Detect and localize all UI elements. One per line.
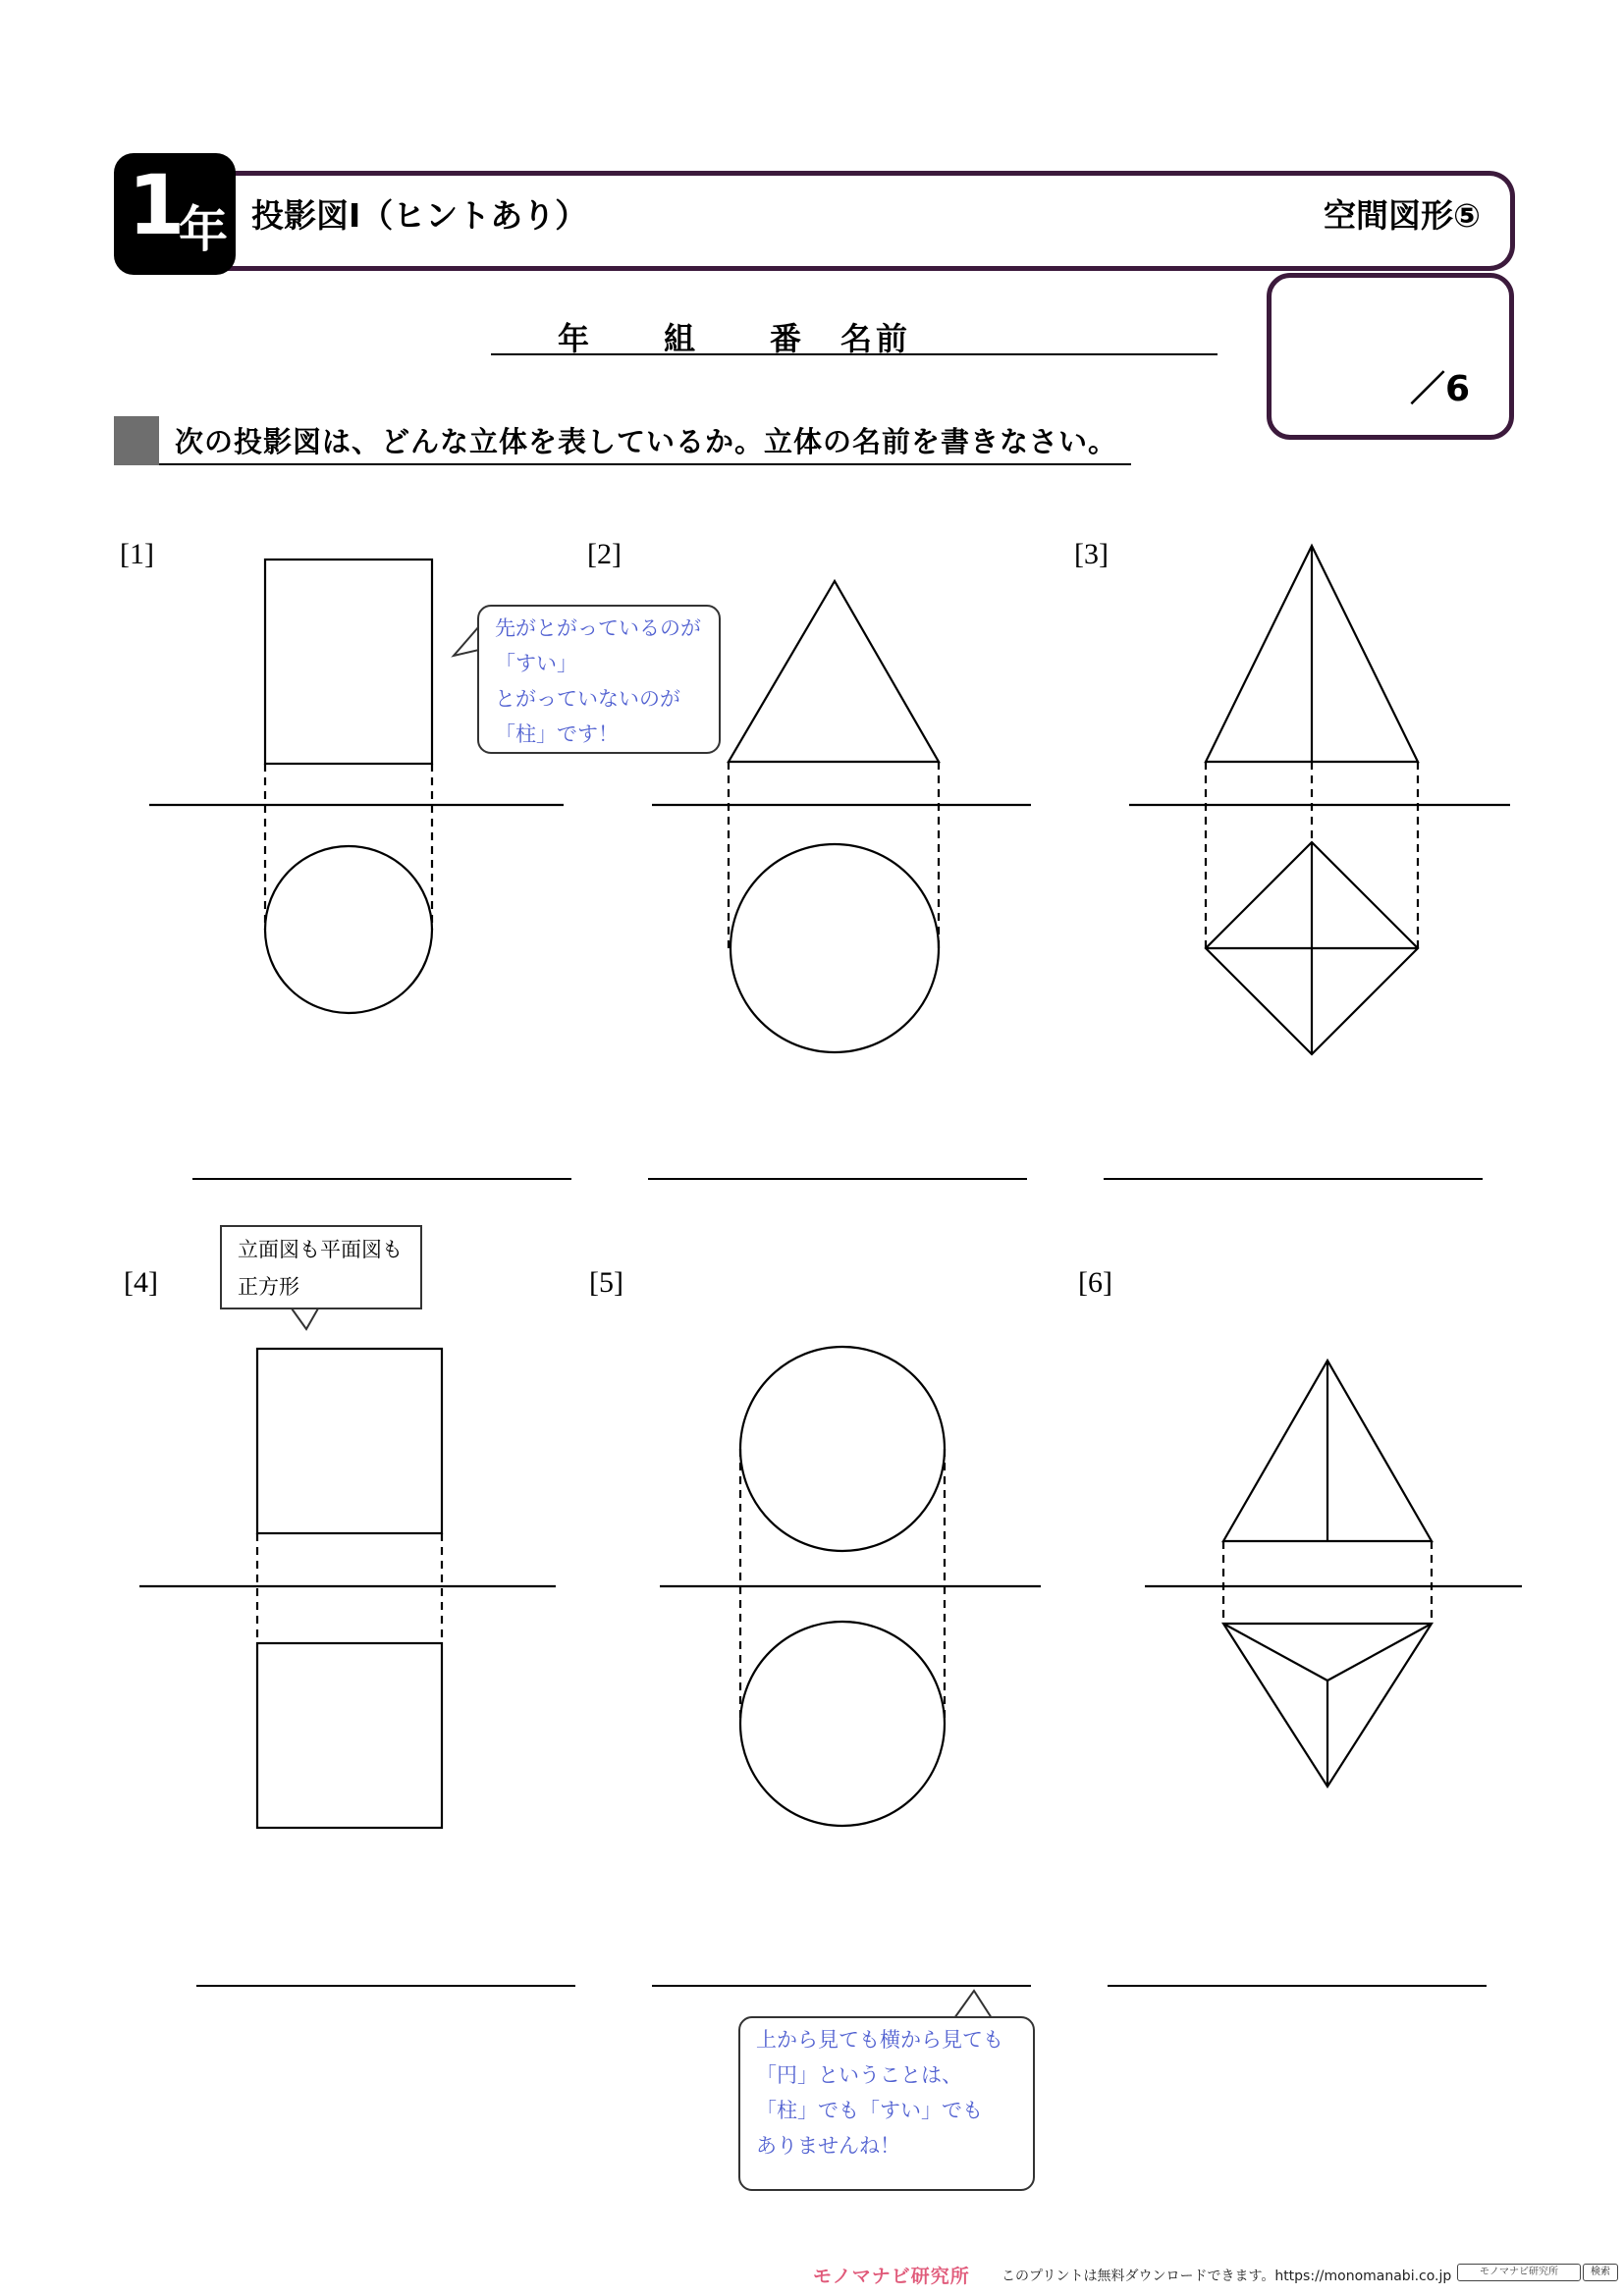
question-label-4: [4] bbox=[124, 1266, 158, 1299]
question-label-5: [5] bbox=[589, 1266, 623, 1299]
hint-1-line-3: とがっていないのが bbox=[495, 687, 680, 711]
figure-1-plan bbox=[265, 846, 432, 1013]
figure-6-triangular-pyramid bbox=[1145, 1361, 1522, 1787]
grade-number: 1 bbox=[128, 157, 186, 253]
hint-5-line-4: ありませんね！ bbox=[756, 2134, 900, 2158]
footer-logo: モノマナビ研究所 bbox=[813, 2266, 970, 2287]
answer-line-4[interactable] bbox=[196, 1985, 575, 1987]
figure-4-plan bbox=[257, 1643, 442, 1828]
figure-4-elevation bbox=[257, 1349, 442, 1533]
hint-4-line-2: 正方形 bbox=[238, 1275, 299, 1299]
hint-5-line-3: 「柱」でも「すい」でも bbox=[756, 2099, 983, 2122]
figure-2-elevation bbox=[729, 581, 939, 762]
instruction-text: 次の投影図は、どんな立体を表しているか。立体の名前を書きなさい。 bbox=[175, 425, 1118, 458]
hint-bubble-1 bbox=[477, 605, 721, 754]
figure-3-square-pyramid bbox=[1129, 546, 1510, 1054]
name-field-label: 年 組 番 名前 bbox=[558, 320, 912, 357]
hint-1-line-4: 「柱」です！ bbox=[495, 722, 619, 746]
answer-line-1[interactable] bbox=[192, 1178, 571, 1180]
figure-5-sphere bbox=[660, 1347, 1041, 1826]
unit-label: 空間図形⑤ bbox=[1324, 196, 1481, 235]
figure-2-plan bbox=[731, 844, 939, 1052]
footer-search-box: モノマナビ研究所 bbox=[1457, 2264, 1581, 2281]
footer-search-button: 検索 bbox=[1583, 2264, 1618, 2281]
hint-bubble-5 bbox=[738, 2016, 1035, 2191]
worksheet-title: 投影図Ⅰ（ヒントあり） bbox=[251, 196, 588, 235]
question-label-6: [6] bbox=[1078, 1266, 1112, 1299]
figure-4-cube bbox=[139, 1349, 556, 1828]
question-label-2: [2] bbox=[587, 538, 622, 570]
hint-1-line-2: 「すい」 bbox=[495, 652, 577, 675]
footer-text: このプリントは無料ダウンロードできます。https://monomanabi.co.jp bbox=[1001, 2269, 1452, 2284]
figure-5-plan bbox=[740, 1622, 945, 1826]
figure-1-elevation bbox=[265, 560, 432, 764]
hint-5-line-1: 上から見ても横から見ても bbox=[756, 2028, 1003, 2052]
hint-5-line-2: 「円」ということは、 bbox=[756, 2063, 962, 2087]
question-label-1: [1] bbox=[120, 538, 154, 570]
figure-5-elevation bbox=[740, 1347, 945, 1551]
grade-unit: 年 bbox=[179, 201, 228, 258]
question-label-3: [3] bbox=[1074, 538, 1109, 570]
answer-line-2[interactable] bbox=[648, 1178, 1027, 1180]
score-total: ／6 bbox=[1410, 369, 1471, 409]
hint-1-tail bbox=[454, 626, 479, 656]
hint-1-line-1: 先がとがっているのが bbox=[495, 616, 701, 640]
hint-5-tail bbox=[954, 1991, 992, 2018]
answer-line-6[interactable] bbox=[1108, 1985, 1487, 1987]
answer-line-3[interactable] bbox=[1104, 1178, 1483, 1180]
answer-line-5[interactable] bbox=[652, 1985, 1031, 1987]
hint-bubble-4 bbox=[220, 1225, 422, 1309]
hint-4-line-1: 立面図も平面図も bbox=[238, 1238, 403, 1261]
